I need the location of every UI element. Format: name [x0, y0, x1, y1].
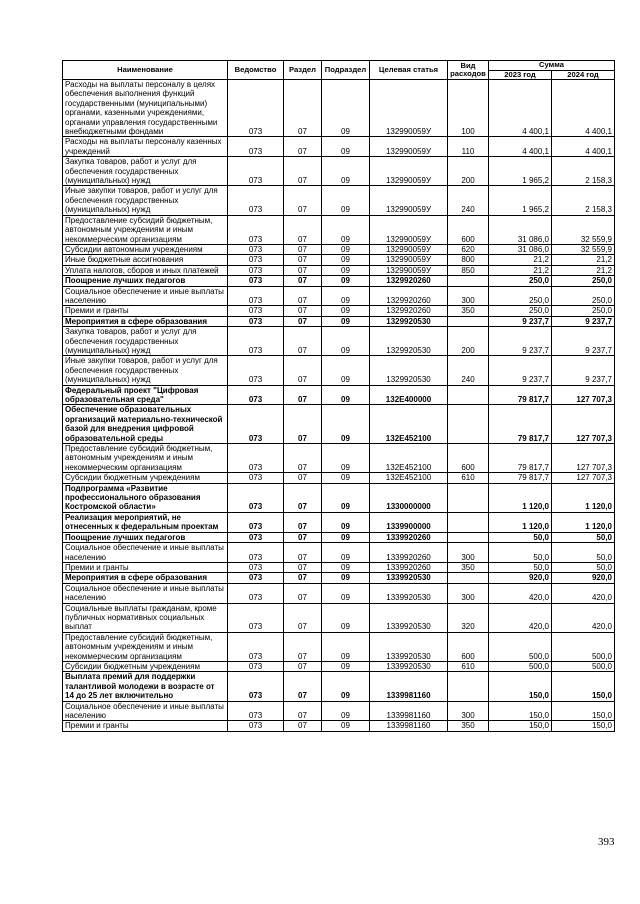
- table-row: [63, 306, 615, 316]
- cell-sub: 09: [322, 632, 370, 661]
- cell-sub: 09: [322, 721, 370, 731]
- cell-exp: 240: [448, 186, 489, 215]
- cell-name: Премии и гранты: [63, 721, 228, 731]
- cell-dept: 073: [228, 405, 284, 444]
- cell-exp: 610: [448, 473, 489, 483]
- cell-y2023: 50,0: [489, 543, 552, 563]
- cell-sub: 09: [322, 80, 370, 137]
- cell-y2024: 127 707,3: [552, 405, 615, 444]
- cell-target: 132E400000: [370, 385, 448, 405]
- cell-sec: 07: [284, 186, 322, 215]
- cell-target: 1339920530: [370, 661, 448, 671]
- cell-name: Мероприятия в сфере образования: [63, 316, 228, 326]
- cell-sub: 09: [322, 661, 370, 671]
- cell-sub: 09: [322, 603, 370, 632]
- cell-dept: 073: [228, 385, 284, 405]
- cell-name: Выплата премий для поддержки талантливой молодежи в возрасте от 14 до 25 лет включительно: [63, 672, 228, 701]
- table-row: [63, 286, 615, 306]
- cell-exp: [448, 573, 489, 583]
- cell-target: 132990059У: [370, 255, 448, 265]
- cell-sec: 07: [284, 356, 322, 385]
- cell-y2024: 50,0: [552, 543, 615, 563]
- cell-dept: 073: [228, 473, 284, 483]
- cell-y2024: 4 400,1: [552, 137, 615, 157]
- cell-target: 1329920530: [370, 356, 448, 385]
- cell-name: Предоставление субсидий бюджетным, автономным учреждениям и иным некоммерческим организациям: [63, 444, 228, 473]
- cell-y2023: 420,0: [489, 603, 552, 632]
- cell-y2024: 50,0: [552, 562, 615, 572]
- table-row: [63, 532, 615, 542]
- cell-dept: 073: [228, 512, 284, 532]
- cell-name: Закупка товаров, работ и услуг для обеспечения государственных (муниципальных) нужд: [63, 327, 228, 356]
- cell-sec: 07: [284, 543, 322, 563]
- cell-dept: 073: [228, 157, 284, 186]
- cell-y2024: 500,0: [552, 632, 615, 661]
- cell-sec: 07: [284, 603, 322, 632]
- cell-target: 132990059У: [370, 186, 448, 215]
- table-row: [63, 661, 615, 671]
- cell-sec: 07: [284, 80, 322, 137]
- cell-y2024: 32 559,9: [552, 215, 615, 244]
- table-row: [63, 215, 615, 244]
- cell-y2024: 150,0: [552, 721, 615, 731]
- cell-name: Обеспечение образовательных организаций материально-технической базой для внедрения цифровой образовательной среды: [63, 405, 228, 444]
- table-row: [63, 573, 615, 583]
- cell-sub: 09: [322, 327, 370, 356]
- cell-exp: 350: [448, 721, 489, 731]
- cell-dept: 073: [228, 543, 284, 563]
- cell-sec: 07: [284, 512, 322, 532]
- cell-y2024: 500,0: [552, 661, 615, 671]
- cell-exp: 300: [448, 286, 489, 306]
- table-row: [63, 583, 615, 603]
- cell-dept: 073: [228, 186, 284, 215]
- cell-sub: 09: [322, 405, 370, 444]
- table-row: [63, 276, 615, 286]
- header-sum: Сумма: [489, 61, 615, 71]
- cell-exp: 620: [448, 244, 489, 254]
- cell-target: 1339981160: [370, 721, 448, 731]
- table-row: [63, 512, 615, 532]
- cell-y2024: 21,2: [552, 255, 615, 265]
- cell-name: Иные бюджетные ассигнования: [63, 255, 228, 265]
- table-row: [63, 137, 615, 157]
- cell-y2024: 250,0: [552, 306, 615, 316]
- cell-y2023: 150,0: [489, 721, 552, 731]
- cell-target: 1339920260: [370, 562, 448, 572]
- header-row: [63, 61, 615, 71]
- cell-sub: 09: [322, 512, 370, 532]
- cell-sub: 09: [322, 215, 370, 244]
- cell-sub: 09: [322, 306, 370, 316]
- cell-y2023: 50,0: [489, 562, 552, 572]
- cell-sub: 09: [322, 532, 370, 542]
- cell-sub: 09: [322, 573, 370, 583]
- cell-sub: 09: [322, 265, 370, 275]
- cell-y2023: 1 120,0: [489, 483, 552, 512]
- cell-target: 132990059У: [370, 265, 448, 275]
- table-row: [63, 356, 615, 385]
- cell-sec: 07: [284, 215, 322, 244]
- cell-sub: 09: [322, 286, 370, 306]
- cell-y2024: 4 400,1: [552, 80, 615, 137]
- cell-target: 1339920530: [370, 632, 448, 661]
- table-row: [63, 80, 615, 137]
- cell-dept: 073: [228, 583, 284, 603]
- header-subsection: Подраздел: [322, 61, 370, 80]
- cell-y2024: 420,0: [552, 583, 615, 603]
- header-dept: Ведомство: [228, 61, 284, 80]
- cell-sub: 09: [322, 157, 370, 186]
- cell-target: 1330000000: [370, 483, 448, 512]
- table-row: [63, 327, 615, 356]
- header-2024: 2024 год: [552, 70, 615, 80]
- cell-name: Поощрение лучших педагогов: [63, 532, 228, 542]
- cell-y2024: 50,0: [552, 532, 615, 542]
- cell-name: Мероприятия в сфере образования: [63, 573, 228, 583]
- cell-name: Социальное обеспечение и иные выплаты населению: [63, 583, 228, 603]
- cell-name: Социальное обеспечение и иные выплаты населению: [63, 286, 228, 306]
- cell-exp: 800: [448, 255, 489, 265]
- table-row: [63, 244, 615, 254]
- cell-target: 1339981160: [370, 672, 448, 701]
- cell-exp: [448, 385, 489, 405]
- cell-y2023: 4 400,1: [489, 137, 552, 157]
- cell-sec: 07: [284, 583, 322, 603]
- cell-sub: 09: [322, 543, 370, 563]
- cell-name: Уплата налогов, сборов и иных платежей: [63, 265, 228, 275]
- cell-exp: 600: [448, 444, 489, 473]
- cell-exp: 600: [448, 215, 489, 244]
- cell-target: 132990059У: [370, 80, 448, 137]
- cell-name: Расходы на выплаты персоналу казенных учреждений: [63, 137, 228, 157]
- cell-y2023: 1 120,0: [489, 512, 552, 532]
- cell-dept: 073: [228, 327, 284, 356]
- cell-y2024: 127 707,3: [552, 473, 615, 483]
- cell-sub: 09: [322, 244, 370, 254]
- cell-name: Социальное обеспечение и иные выплаты населению: [63, 701, 228, 721]
- table-row: [63, 603, 615, 632]
- cell-sub: 09: [322, 385, 370, 405]
- header-section: Раздел: [284, 61, 322, 80]
- cell-sec: 07: [284, 573, 322, 583]
- cell-y2023: 150,0: [489, 672, 552, 701]
- cell-target: 132990059У: [370, 137, 448, 157]
- cell-y2024: 9 237,7: [552, 327, 615, 356]
- cell-sec: 07: [284, 286, 322, 306]
- cell-dept: 073: [228, 562, 284, 572]
- cell-dept: 073: [228, 632, 284, 661]
- cell-y2024: 1 120,0: [552, 483, 615, 512]
- cell-sec: 07: [284, 562, 322, 572]
- cell-sec: 07: [284, 405, 322, 444]
- cell-y2024: 250,0: [552, 276, 615, 286]
- cell-target: 1329920530: [370, 327, 448, 356]
- cell-exp: 200: [448, 327, 489, 356]
- cell-sec: 07: [284, 532, 322, 542]
- cell-y2024: 150,0: [552, 672, 615, 701]
- cell-dept: 073: [228, 356, 284, 385]
- cell-y2024: 420,0: [552, 603, 615, 632]
- cell-y2024: 250,0: [552, 286, 615, 306]
- cell-exp: [448, 512, 489, 532]
- cell-target: 132990059У: [370, 215, 448, 244]
- table-row: [63, 157, 615, 186]
- cell-y2023: 79 817,7: [489, 444, 552, 473]
- table-row: [63, 473, 615, 483]
- cell-y2024: 1 120,0: [552, 512, 615, 532]
- cell-target: 1329920260: [370, 286, 448, 306]
- cell-dept: 073: [228, 483, 284, 512]
- cell-exp: [448, 532, 489, 542]
- cell-y2024: 9 237,7: [552, 316, 615, 326]
- cell-name: Предоставление субсидий бюджетным, автономным учреждениям и иным некоммерческим организациям: [63, 215, 228, 244]
- cell-sec: 07: [284, 276, 322, 286]
- cell-exp: 300: [448, 701, 489, 721]
- cell-target: 1329920530: [370, 316, 448, 326]
- cell-target: 1339920260: [370, 543, 448, 563]
- cell-sec: 07: [284, 316, 322, 326]
- cell-dept: 073: [228, 80, 284, 137]
- cell-y2024: 21,2: [552, 265, 615, 275]
- cell-sec: 07: [284, 306, 322, 316]
- cell-sec: 07: [284, 721, 322, 731]
- cell-dept: 073: [228, 137, 284, 157]
- cell-dept: 073: [228, 244, 284, 254]
- cell-y2024: 150,0: [552, 701, 615, 721]
- cell-y2023: 500,0: [489, 632, 552, 661]
- cell-dept: 073: [228, 255, 284, 265]
- cell-name: Премии и гранты: [63, 562, 228, 572]
- cell-name: Иные закупки товаров, работ и услуг для обеспечения государственных (муниципальных) нужд: [63, 356, 228, 385]
- cell-sub: 09: [322, 583, 370, 603]
- cell-exp: [448, 483, 489, 512]
- cell-exp: 610: [448, 661, 489, 671]
- cell-sub: 09: [322, 444, 370, 473]
- cell-dept: 073: [228, 276, 284, 286]
- cell-sec: 07: [284, 661, 322, 671]
- cell-exp: 350: [448, 562, 489, 572]
- table-row: [63, 701, 615, 721]
- cell-sub: 09: [322, 672, 370, 701]
- table-row: [63, 562, 615, 572]
- table-row: [63, 721, 615, 731]
- table-row: [63, 444, 615, 473]
- page-number: 393: [598, 836, 615, 848]
- budget-table: [62, 60, 615, 732]
- cell-y2024: 920,0: [552, 573, 615, 583]
- cell-dept: 073: [228, 701, 284, 721]
- cell-sec: 07: [284, 255, 322, 265]
- cell-sec: 07: [284, 444, 322, 473]
- cell-y2023: 1 965,2: [489, 157, 552, 186]
- header-2023: 2023 год: [489, 70, 552, 80]
- table-row: [63, 405, 615, 444]
- cell-target: 1339920260: [370, 532, 448, 542]
- cell-name: Субсидии бюджетным учреждениям: [63, 473, 228, 483]
- cell-target: 132E452100: [370, 444, 448, 473]
- cell-name: Закупка товаров, работ и услуг для обеспечения государственных (муниципальных) нужд: [63, 157, 228, 186]
- cell-y2023: 420,0: [489, 583, 552, 603]
- cell-y2023: 79 817,7: [489, 385, 552, 405]
- cell-y2023: 21,2: [489, 265, 552, 275]
- table-row: [63, 483, 615, 512]
- cell-target: 1339920530: [370, 573, 448, 583]
- cell-dept: 073: [228, 603, 284, 632]
- cell-y2023: 250,0: [489, 306, 552, 316]
- cell-y2024: 127 707,3: [552, 385, 615, 405]
- cell-sec: 07: [284, 327, 322, 356]
- cell-sub: 09: [322, 562, 370, 572]
- cell-exp: 100: [448, 80, 489, 137]
- cell-y2023: 9 237,7: [489, 316, 552, 326]
- cell-sub: 09: [322, 186, 370, 215]
- cell-target: 132E452100: [370, 405, 448, 444]
- cell-target: 1329920260: [370, 306, 448, 316]
- cell-y2023: 79 817,7: [489, 473, 552, 483]
- cell-sec: 07: [284, 244, 322, 254]
- cell-name: Реализация мероприятий, не отнесенных к федеральным проектам: [63, 512, 228, 532]
- cell-target: 132E452100: [370, 473, 448, 483]
- cell-name: Социальное обеспечение и иные выплаты населению: [63, 543, 228, 563]
- table-row: [63, 385, 615, 405]
- cell-y2023: 21,2: [489, 255, 552, 265]
- cell-dept: 073: [228, 306, 284, 316]
- cell-y2023: 31 086,0: [489, 215, 552, 244]
- header-target: Целевая статья: [370, 61, 448, 80]
- cell-sub: 09: [322, 137, 370, 157]
- cell-dept: 073: [228, 573, 284, 583]
- table-body: [63, 80, 615, 732]
- cell-sub: 09: [322, 356, 370, 385]
- cell-name: Субсидии бюджетным учреждениям: [63, 661, 228, 671]
- cell-name: Расходы на выплаты персоналу в целях обеспечения выполнения функций государственными (муниципальными) органами, казенными учреждениями, органами управления государственными внебюджетными фондами: [63, 80, 228, 137]
- cell-sub: 09: [322, 276, 370, 286]
- cell-y2023: 500,0: [489, 661, 552, 671]
- cell-name: Премии и гранты: [63, 306, 228, 316]
- cell-sub: 09: [322, 483, 370, 512]
- cell-sub: 09: [322, 255, 370, 265]
- cell-y2023: 50,0: [489, 532, 552, 542]
- cell-sec: 07: [284, 672, 322, 701]
- cell-sec: 07: [284, 157, 322, 186]
- cell-sec: 07: [284, 632, 322, 661]
- cell-exp: 320: [448, 603, 489, 632]
- cell-dept: 073: [228, 721, 284, 731]
- cell-sub: 09: [322, 473, 370, 483]
- cell-y2023: 150,0: [489, 701, 552, 721]
- cell-sub: 09: [322, 701, 370, 721]
- cell-dept: 073: [228, 444, 284, 473]
- cell-y2023: 250,0: [489, 276, 552, 286]
- cell-exp: [448, 672, 489, 701]
- cell-y2023: 1 965,2: [489, 186, 552, 215]
- cell-exp: 110: [448, 137, 489, 157]
- cell-y2023: 9 237,7: [489, 356, 552, 385]
- cell-exp: 600: [448, 632, 489, 661]
- cell-y2023: 920,0: [489, 573, 552, 583]
- cell-name: Субсидии автономным учреждениям: [63, 244, 228, 254]
- cell-name: Иные закупки товаров, работ и услуг для обеспечения государственных (муниципальных) нужд: [63, 186, 228, 215]
- table-row: [63, 265, 615, 275]
- cell-sec: 07: [284, 137, 322, 157]
- table-row: [63, 316, 615, 326]
- cell-target: 1339981160: [370, 701, 448, 721]
- cell-y2024: 2 158,3: [552, 186, 615, 215]
- table-row: [63, 632, 615, 661]
- cell-exp: 350: [448, 306, 489, 316]
- cell-exp: 300: [448, 543, 489, 563]
- cell-exp: 300: [448, 583, 489, 603]
- cell-target: 1339900000: [370, 512, 448, 532]
- cell-dept: 073: [228, 532, 284, 542]
- cell-y2023: 4 400,1: [489, 80, 552, 137]
- cell-sec: 07: [284, 265, 322, 275]
- cell-y2023: 79 817,7: [489, 405, 552, 444]
- cell-sec: 07: [284, 483, 322, 512]
- cell-exp: [448, 405, 489, 444]
- cell-target: 132990059У: [370, 244, 448, 254]
- cell-sec: 07: [284, 385, 322, 405]
- cell-name: Социальные выплаты гражданам, кроме публичных нормативных социальных выплат: [63, 603, 228, 632]
- cell-name: Предоставление субсидий бюджетным, автономным учреждениям и иным некоммерческим организациям: [63, 632, 228, 661]
- cell-dept: 073: [228, 661, 284, 671]
- table-row: [63, 672, 615, 701]
- cell-y2024: 2 158,3: [552, 157, 615, 186]
- cell-target: 1339920530: [370, 603, 448, 632]
- cell-sub: 09: [322, 316, 370, 326]
- header-expense-type: Вид расходов: [448, 61, 489, 80]
- cell-dept: 073: [228, 286, 284, 306]
- cell-exp: [448, 316, 489, 326]
- cell-target: 132990059У: [370, 157, 448, 186]
- cell-exp: 850: [448, 265, 489, 275]
- cell-y2024: 127 707,3: [552, 444, 615, 473]
- header-name: Наименование: [63, 61, 228, 80]
- table-row: [63, 543, 615, 563]
- cell-name: Подпрограмма «Развитие профессионального образования Костромской области»: [63, 483, 228, 512]
- cell-sec: 07: [284, 701, 322, 721]
- table-row: [63, 186, 615, 215]
- cell-y2023: 9 237,7: [489, 327, 552, 356]
- cell-sec: 07: [284, 473, 322, 483]
- cell-name: Федеральный проект "Цифровая образовательная среда": [63, 385, 228, 405]
- cell-name: Поощрение лучших педагогов: [63, 276, 228, 286]
- cell-y2024: 32 559,9: [552, 244, 615, 254]
- cell-target: 1339920530: [370, 583, 448, 603]
- cell-y2023: 31 086,0: [489, 244, 552, 254]
- cell-dept: 073: [228, 265, 284, 275]
- cell-target: 1329920260: [370, 276, 448, 286]
- cell-y2024: 9 237,7: [552, 356, 615, 385]
- cell-dept: 073: [228, 215, 284, 244]
- cell-y2023: 250,0: [489, 286, 552, 306]
- cell-dept: 073: [228, 316, 284, 326]
- cell-exp: 240: [448, 356, 489, 385]
- cell-dept: 073: [228, 672, 284, 701]
- table-row: [63, 255, 615, 265]
- cell-exp: [448, 276, 489, 286]
- cell-exp: 200: [448, 157, 489, 186]
